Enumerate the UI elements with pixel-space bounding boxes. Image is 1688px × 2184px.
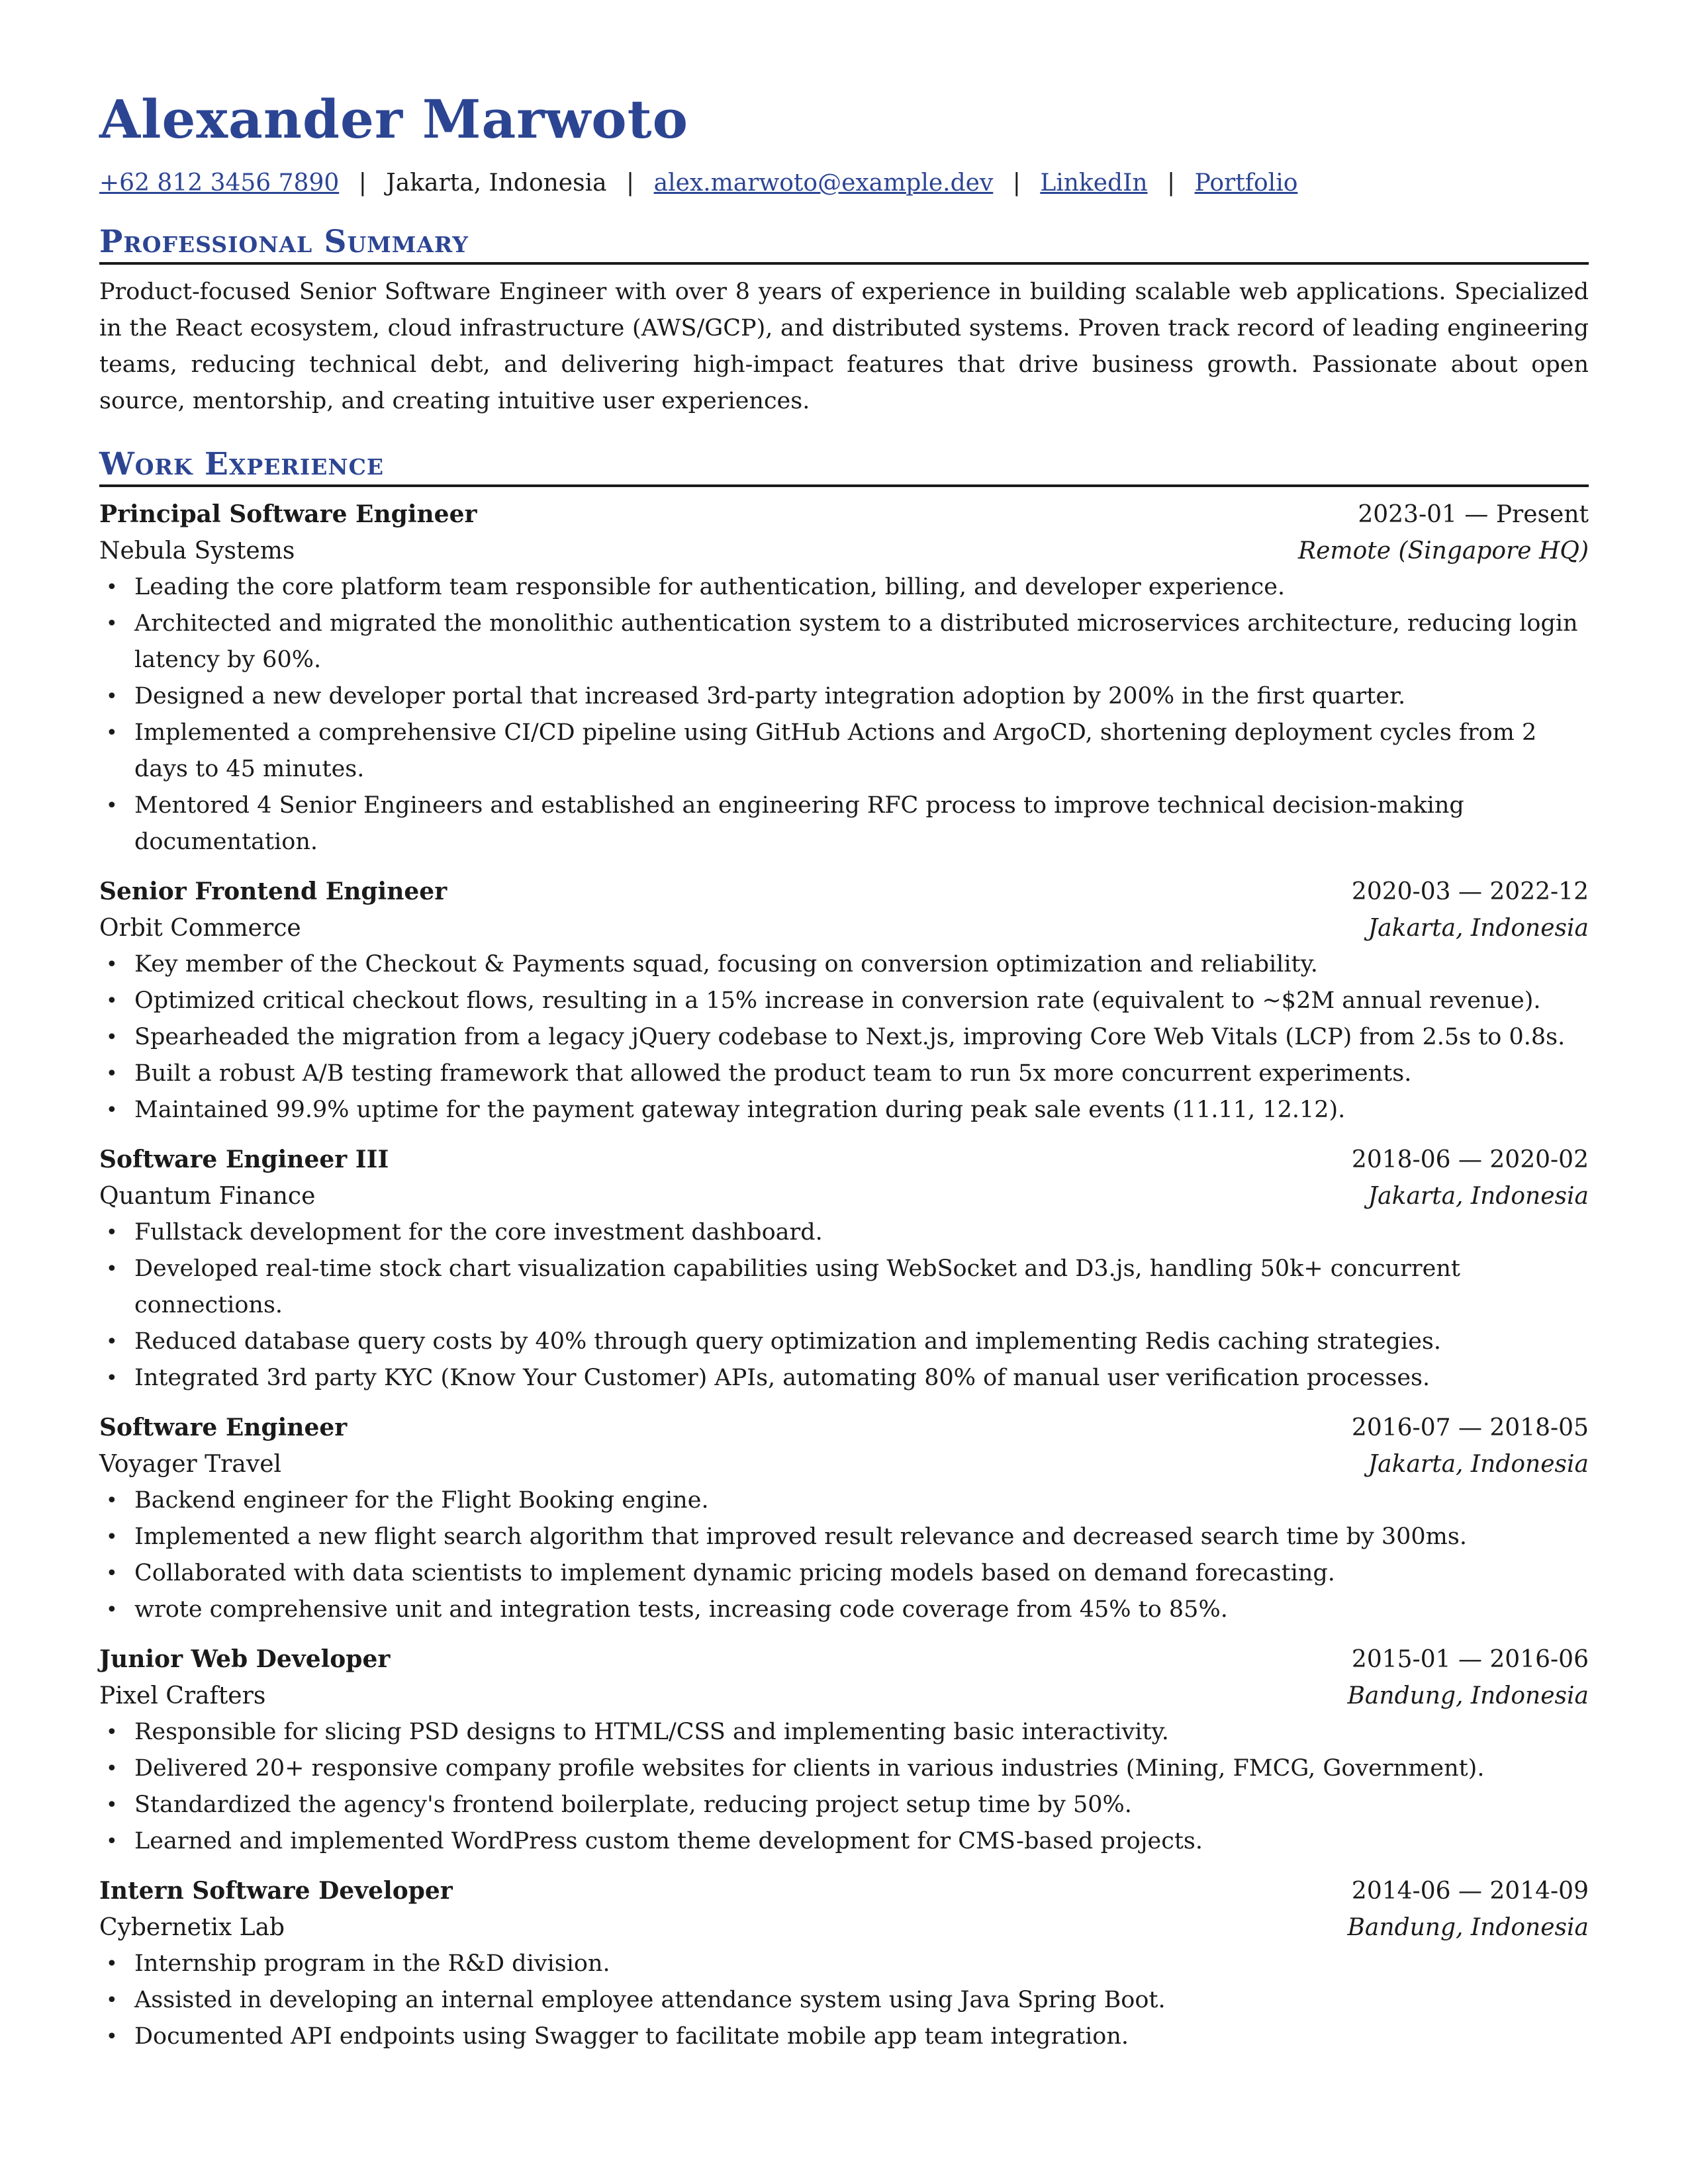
job-location: Remote (Singapore HQ): [1298, 537, 1589, 565]
candidate-name: Alexander Marwoto: [99, 88, 688, 150]
job-bullet: [99, 1823, 1589, 1860]
job-bullet: [99, 1324, 1589, 1360]
bullet-icon: •: [106, 1367, 118, 1390]
portfolio-link[interactable]: Portfolio: [1194, 169, 1298, 197]
job-header-row: [99, 874, 1589, 910]
bullet-icon: •: [106, 2025, 118, 2048]
bullet-text: Delivered 20+ responsive company profile websites for clients in various industries (Mining, FMCG, Government).: [134, 1755, 1485, 1782]
bullet-text: Implemented a new flight search algorithm that improved result relevance and decreased search time by 300ms.: [134, 1524, 1467, 1550]
summary-heading: Professional Summary: [99, 224, 1589, 265]
job-company: Quantum Finance: [99, 1183, 316, 1210]
bullet-text: Backend engineer for the Flight Booking engine.: [134, 1487, 709, 1514]
job-bullet: [99, 1519, 1589, 1555]
bullet-icon: •: [106, 953, 118, 976]
job-entry: [99, 496, 1589, 860]
job-entry: [99, 1142, 1589, 1396]
bullet-text: Collaborated with data scientists to implement dynamic pricing models based on demand forecasting.: [134, 1560, 1335, 1586]
bullet-icon: •: [106, 1062, 118, 1085]
bullet-text: Spearheaded the migration from a legacy jQuery codebase to Next.js, improving Core Web Vitals (LCP) from 2.5s to 0.8s.: [134, 1024, 1566, 1050]
bullet-icon: •: [106, 794, 118, 817]
job-location: Jakarta, Indonesia: [1368, 1451, 1589, 1478]
job-company-row: [99, 1678, 1589, 1714]
job-dates: 2014-06 — 2014-09: [1351, 1878, 1589, 1905]
bullet-icon: •: [106, 1830, 118, 1853]
job-dates: 2015-01 — 2016-06: [1351, 1646, 1589, 1673]
job-bullet: [99, 569, 1589, 606]
bullet-icon: •: [106, 685, 118, 708]
job-company: Voyager Travel: [99, 1451, 282, 1478]
job-company-row: [99, 910, 1589, 946]
bullet-icon: •: [106, 1562, 118, 1585]
location-text: Jakarta, Indonesia: [386, 169, 607, 197]
bullet-text: Implemented a comprehensive CI/CD pipeline using GitHub Actions and ArgoCD, shortening deployment cycles from 2 days to 45 minutes.: [134, 719, 1537, 782]
job-header-row: [99, 1641, 1589, 1678]
job-bullet: [99, 1982, 1589, 2019]
bullet-text: Documented API endpoints using Swagger to facilitate mobile app team integration.: [134, 2023, 1129, 2050]
separator: |: [358, 169, 367, 197]
job-bullet: [99, 1019, 1589, 1056]
job-bullet: [99, 1751, 1589, 1787]
job-bullet: [99, 1714, 1589, 1751]
bullet-text: Maintained 99.9% uptime for the payment gateway integration during peak sale events (11.11, 12.12).: [134, 1097, 1346, 1123]
job-entry: [99, 1873, 1589, 2055]
job-company-row: [99, 1446, 1589, 1482]
job-bullet: [99, 678, 1589, 715]
job-bullets: [99, 946, 1589, 1128]
job-role: Principal Software Engineer: [99, 500, 477, 528]
job-bullet: [99, 788, 1589, 860]
job-bullet: [99, 1056, 1589, 1092]
bullet-text: wrote comprehensive unit and integration tests, increasing code coverage from 45% to 85%.: [134, 1596, 1228, 1623]
job-entry: [99, 874, 1589, 1128]
job-company: Orbit Commerce: [99, 915, 301, 942]
bullet-icon: •: [106, 1598, 118, 1621]
email-link[interactable]: alex.marwoto@example.dev: [653, 169, 994, 197]
job-company-row: [99, 533, 1589, 569]
job-bullet: [99, 983, 1589, 1019]
bullet-text: Internship program in the R&D division.: [134, 1950, 610, 1977]
job-bullets: [99, 1714, 1589, 1860]
job-role: Software Engineer: [99, 1414, 348, 1441]
job-bullet: [99, 1360, 1589, 1396]
job-dates: 2018-06 — 2020-02: [1351, 1146, 1589, 1173]
job-header-row: [99, 1873, 1589, 1909]
linkedin-link[interactable]: LinkedIn: [1040, 169, 1148, 197]
job-bullet: [99, 1251, 1589, 1324]
job-entry: [99, 1410, 1589, 1628]
job-dates: 2020-03 — 2022-12: [1351, 878, 1589, 905]
bullet-icon: •: [106, 1794, 118, 1817]
job-bullets: [99, 1482, 1589, 1628]
bullet-icon: •: [106, 1099, 118, 1122]
bullet-text: Standardized the agency's frontend boilerplate, reducing project setup time by 50%.: [134, 1792, 1132, 1818]
phone-link[interactable]: +62 812 3456 7890: [99, 169, 340, 197]
work-experience-heading: Work Experience: [99, 446, 1589, 487]
bullet-text: Built a robust A/B testing framework that allowed the product team to run 5x more concurrent experiments.: [134, 1060, 1412, 1087]
bullet-text: Designed a new developer portal that increased 3rd-party integration adoption by 200% in the first quarter.: [134, 683, 1406, 709]
job-role: Intern Software Developer: [99, 1877, 453, 1905]
job-bullets: [99, 1214, 1589, 1396]
bullet-text: Fullstack development for the core investment dashboard.: [134, 1219, 823, 1246]
bullet-text: Responsible for slicing PSD designs to HTML/CSS and implementing basic interactivity.: [134, 1719, 1169, 1745]
job-location: Bandung, Indonesia: [1347, 1914, 1589, 1941]
bullet-icon: •: [106, 1989, 118, 2012]
job-bullet: [99, 946, 1589, 983]
bullet-text: Mentored 4 Senior Engineers and established an engineering RFC process to improve technical decision-making documentation.: [134, 792, 1464, 855]
job-role: Junior Web Developer: [99, 1645, 391, 1673]
job-bullet: [99, 1787, 1589, 1823]
job-company: Nebula Systems: [99, 537, 295, 565]
job-role: Software Engineer III: [99, 1146, 389, 1173]
bullet-icon: •: [106, 1952, 118, 1976]
job-company: Pixel Crafters: [99, 1682, 266, 1709]
bullet-icon: •: [106, 1721, 118, 1744]
job-company-row: [99, 1909, 1589, 1946]
job-bullet: [99, 1214, 1589, 1251]
bullet-icon: •: [106, 989, 118, 1013]
job-bullet: [99, 2019, 1589, 2055]
job-header-row: [99, 1410, 1589, 1446]
bullet-text: Learned and implemented WordPress custom theme development for CMS-based projects.: [134, 1828, 1203, 1854]
job-bullet: [99, 1482, 1589, 1519]
bullet-icon: •: [106, 576, 118, 599]
bullet-text: Architected and migrated the monolithic authentication system to a distributed microservices architecture, reducing login latency by 60%.: [134, 610, 1578, 673]
job-bullets: [99, 1946, 1589, 2055]
separator: |: [1012, 169, 1021, 197]
job-location: Jakarta, Indonesia: [1368, 1183, 1589, 1210]
bullet-text: Optimized critical checkout flows, resulting in a 15% increase in conversion rate (equivalent to ~$2M annual revenue).: [134, 987, 1541, 1014]
bullet-icon: •: [106, 1489, 118, 1512]
bullet-icon: •: [106, 612, 118, 635]
job-role: Senior Frontend Engineer: [99, 878, 447, 905]
bullet-text: Integrated 3rd party KYC (Know Your Customer) APIs, automating 80% of manual user verification processes.: [134, 1365, 1430, 1391]
bullet-text: Developed real-time stock chart visualization capabilities using WebSocket and D3.js, handling 50k+ concurrent connections.: [134, 1255, 1460, 1318]
job-header-row: [99, 496, 1589, 533]
job-bullet: [99, 1092, 1589, 1128]
bullet-icon: •: [106, 1525, 118, 1549]
job-bullet: [99, 606, 1589, 678]
bullet-text: Key member of the Checkout & Payments squad, focusing on conversion optimization and reliability.: [134, 951, 1318, 978]
job-dates: 2016-07 — 2018-05: [1351, 1414, 1589, 1441]
summary-text: Product-focused Senior Software Engineer with over 8 years of experience in building scalable web applications. Specialized in the React ecosystem, cloud infrastructure (AWS/GCP), and distributed systems. Proven track record of leading engineering teams, reducing technical debt, and delivering high-impact features that drive business growth. Passionate about open source, mentorship, and creating intuitive user experiences.: [99, 279, 1589, 414]
job-dates: 2023-01 — Present: [1358, 501, 1589, 528]
job-location: Jakarta, Indonesia: [1368, 915, 1589, 942]
separator: |: [1166, 169, 1176, 197]
bullet-icon: •: [106, 1221, 118, 1244]
bullet-text: Assisted in developing an internal employee attendance system using Java Spring Boot.: [134, 1987, 1166, 2013]
resume-page: [99, 86, 1589, 2055]
job-bullet: [99, 1946, 1589, 1982]
job-company: Cybernetix Lab: [99, 1914, 285, 1941]
bullet-icon: •: [106, 1026, 118, 1049]
bullet-icon: •: [106, 721, 118, 745]
job-list: [99, 496, 1589, 2055]
job-location: Bandung, Indonesia: [1347, 1682, 1589, 1709]
job-company-row: [99, 1178, 1589, 1214]
bullet-text: Reduced database query costs by 40% through query optimization and implementing Redis caching strategies.: [134, 1328, 1441, 1355]
bullet-icon: •: [106, 1757, 118, 1780]
contact-line: [99, 167, 1589, 200]
job-header-row: [99, 1142, 1589, 1178]
job-bullet: [99, 715, 1589, 788]
job-bullet: [99, 1592, 1589, 1628]
bullet-icon: •: [106, 1257, 118, 1281]
bullet-text: Leading the core platform team responsible for authentication, billing, and developer experience.: [134, 574, 1286, 600]
job-bullet: [99, 1555, 1589, 1592]
bullet-icon: •: [106, 1330, 118, 1353]
job-entry: [99, 1641, 1589, 1860]
separator: |: [626, 169, 635, 197]
job-bullets: [99, 569, 1589, 860]
